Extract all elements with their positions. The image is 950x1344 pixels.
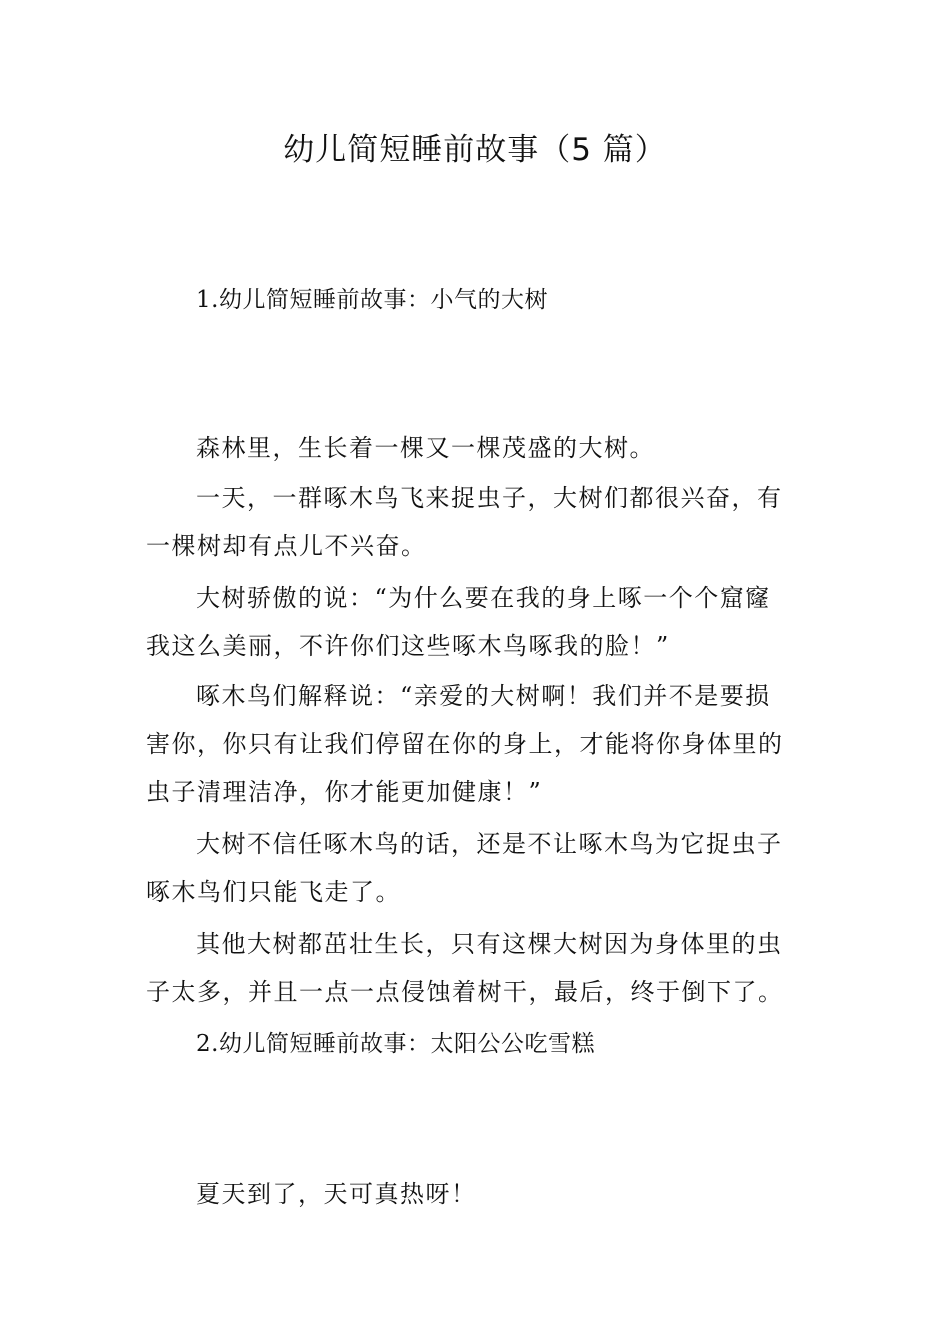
paragraph-line: 啄木鸟们只能飞走了。 <box>146 878 401 906</box>
paragraph-line: 大树不信任啄木鸟的话，还是不让啄木鸟为它捉虫子 <box>196 830 783 858</box>
paragraph <box>146 820 814 916</box>
paragraph-line: 森林里，生长着一棵又一棵茂盛的大树。 <box>196 434 655 462</box>
paragraph-line: 一棵树却有点儿不兴奋。 <box>146 532 427 560</box>
paragraph-line: 啄木鸟们解释说：“亲爱的大树啊！我们并不是要损 <box>196 682 771 710</box>
paragraph-line: 害你，你只有让我们停留在你的身上，才能将你身体里的 <box>146 730 784 758</box>
paragraph <box>146 672 814 816</box>
paragraph-line: 虫子清理洁净，你才能更加健康！” <box>146 778 543 806</box>
document-title: 幼儿简短睡前故事（5 篇） <box>283 132 667 168</box>
paragraph-line: 其他大树都茁壮生长，只有这棵大树因为身体里的虫 <box>196 930 783 958</box>
paragraph <box>146 574 814 670</box>
paragraph-line: 大树骄傲的说：“为什么要在我的身上啄一个个窟窿 <box>196 584 771 612</box>
paragraph-line: 子太多，并且一点一点侵蚀着树干，最后，终于倒下了。 <box>146 978 784 1006</box>
paragraph-line: 我这么美丽，不许你们这些啄木鸟啄我的脸！” <box>146 632 670 660</box>
paragraph-line: 夏天到了，天可真热呀！ <box>196 1180 477 1208</box>
section-heading-1: 1.幼儿简短睡前故事：小气的大树 <box>196 287 548 313</box>
paragraph <box>146 920 814 1016</box>
paragraph <box>146 1170 814 1218</box>
paragraph <box>146 474 814 570</box>
paragraph <box>146 424 814 472</box>
paragraph-line: 一天，一群啄木鸟飞来捉虫子，大树们都很兴奋，有 <box>196 484 783 512</box>
section-heading-2: 2.幼儿简短睡前故事：太阳公公吃雪糕 <box>196 1031 595 1057</box>
